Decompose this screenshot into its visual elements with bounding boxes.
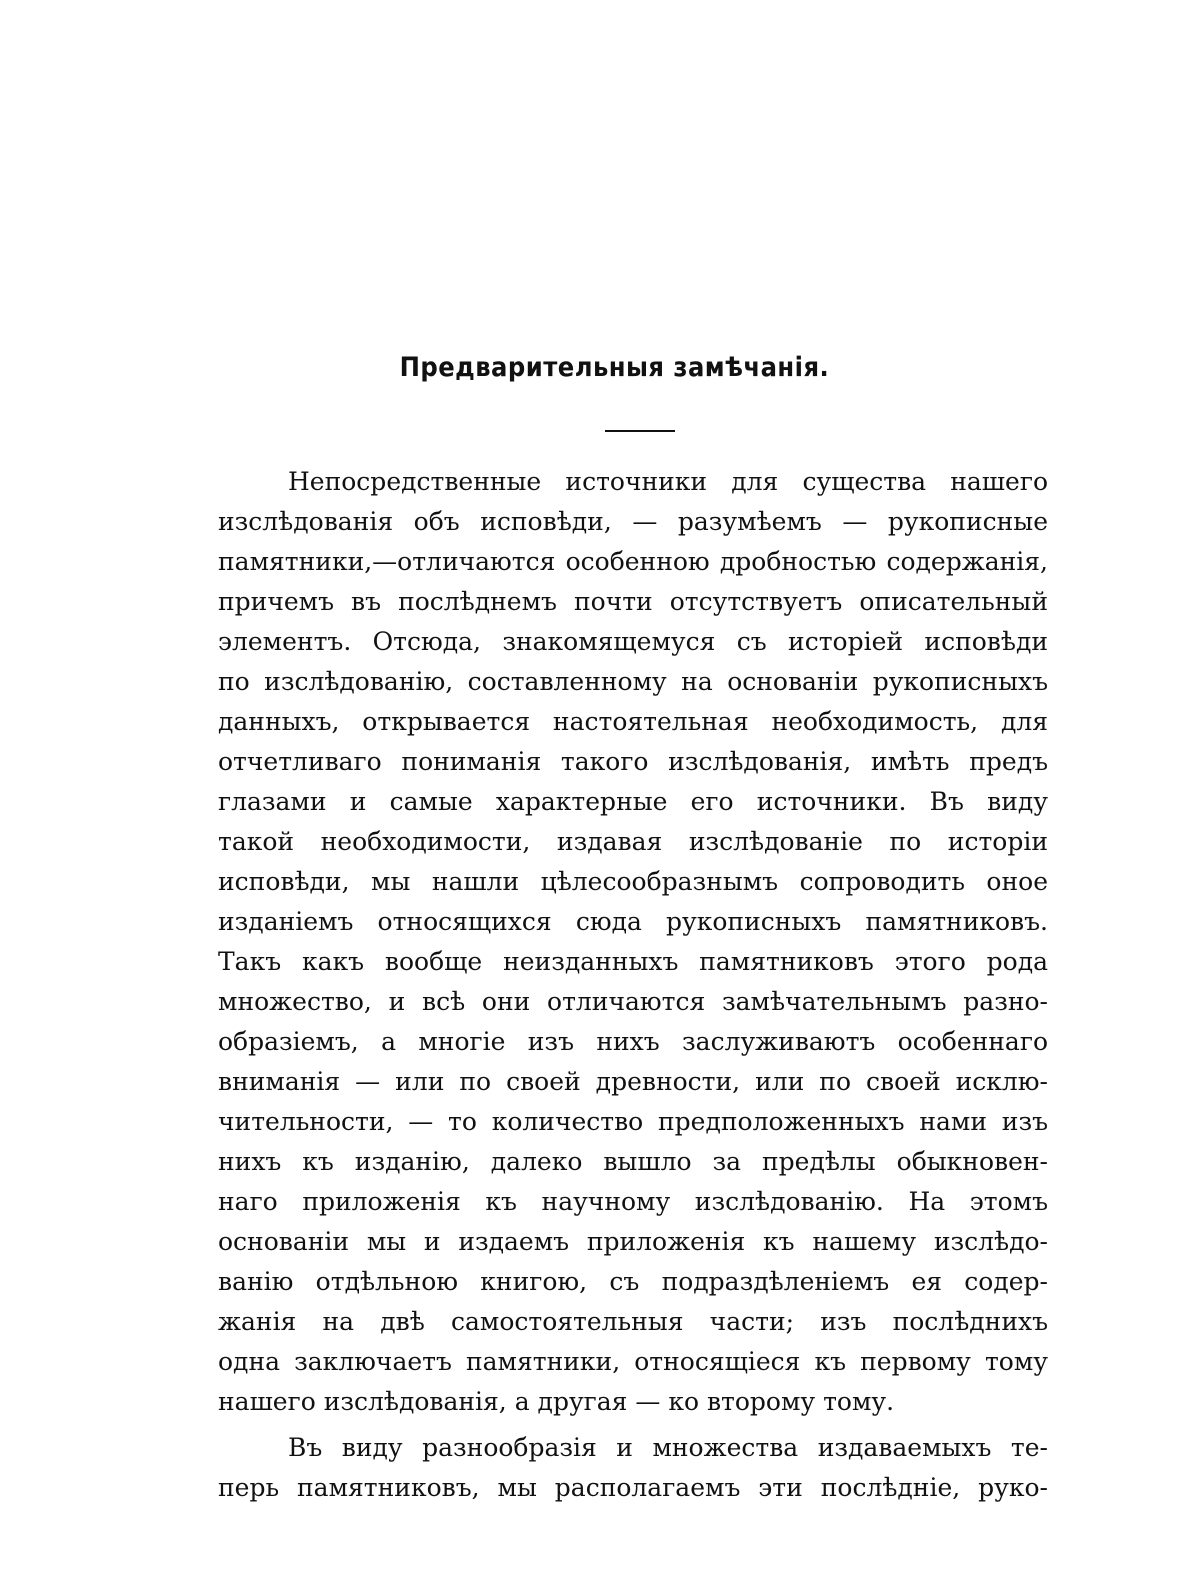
text-line: одна заключаетъ памятники, относящіеся къ первому тому — [218, 1347, 1048, 1376]
text-line: наго приложенія къ научному изслѣдованію. На этомъ — [218, 1187, 1048, 1216]
text-line: изданіемъ относящихся сюда рукописныхъ памятниковъ. — [218, 907, 1048, 936]
title-divider — [605, 430, 675, 432]
body-text — [218, 462, 1048, 1508]
text-line: нихъ къ изданію, далеко вышло за предѣлы обыкновен- — [218, 1147, 1048, 1176]
text-line: изслѣдованія объ исповѣди, — разумѣемъ — рукописные — [218, 507, 1048, 536]
text-line: исповѣди, мы нашли цѣлесообразнымъ сопроводить оное — [218, 867, 1048, 896]
text-line: жанія на двѣ самостоятельныя части; изъ послѣднихъ — [218, 1307, 1048, 1336]
text-line: Въ виду разнообразія и множества издаваемыхъ те- — [288, 1433, 1048, 1462]
text-line: Непосредственные источники для существа нашего — [288, 467, 1048, 496]
text-line: отчетливаго пониманія такого изслѣдованія, имѣть предъ — [218, 747, 1048, 776]
text-line: Такъ какъ вообще неизданныхъ памятниковъ этого рода — [218, 947, 1048, 976]
page-title: Предварительныя замѣчанія. — [399, 352, 830, 383]
text-line: нашего изслѣдованія, а другая — ко второму тому. — [218, 1387, 895, 1416]
text-line: такой необходимости, издавая изслѣдованіе по исторіи — [218, 827, 1048, 856]
paragraph — [218, 462, 1048, 1422]
text-line: ванію отдѣльною книгою, съ подраздѣленіемъ ея содер- — [218, 1267, 1048, 1296]
text-line: данныхъ, открывается настоятельная необходимость, для — [218, 707, 1048, 736]
text-line: образіемъ, а многіе изъ нихъ заслуживаютъ особеннаго — [218, 1027, 1048, 1056]
text-line: глазами и самые характерные его источники. Въ виду — [218, 787, 1048, 816]
text-line: по изслѣдованію, составленному на основаніи рукописныхъ — [218, 667, 1048, 696]
paragraph — [218, 1428, 1048, 1508]
text-line: вниманія — или по своей древности, или по своей исклю- — [218, 1067, 1048, 1096]
text-line: основаніи мы и издаемъ приложенія къ нашему изслѣдо- — [218, 1227, 1048, 1256]
text-line: причемъ въ послѣднемъ почти отсутствуетъ описательный — [218, 587, 1048, 616]
text-line: памятники,—отличаются особенною дробностью содержанія, — [218, 547, 1048, 576]
text-line: множество, и всѣ они отличаются замѣчательнымъ разно- — [218, 987, 1048, 1016]
text-line: перь памятниковъ, мы располагаемъ эти послѣдніе, руко- — [218, 1473, 1048, 1502]
text-line: чительности, — то количество предположенныхъ нами изъ — [218, 1107, 1048, 1136]
text-line: элементъ. Отсюда, знакомящемуся съ исторіей исповѣди — [218, 627, 1048, 656]
